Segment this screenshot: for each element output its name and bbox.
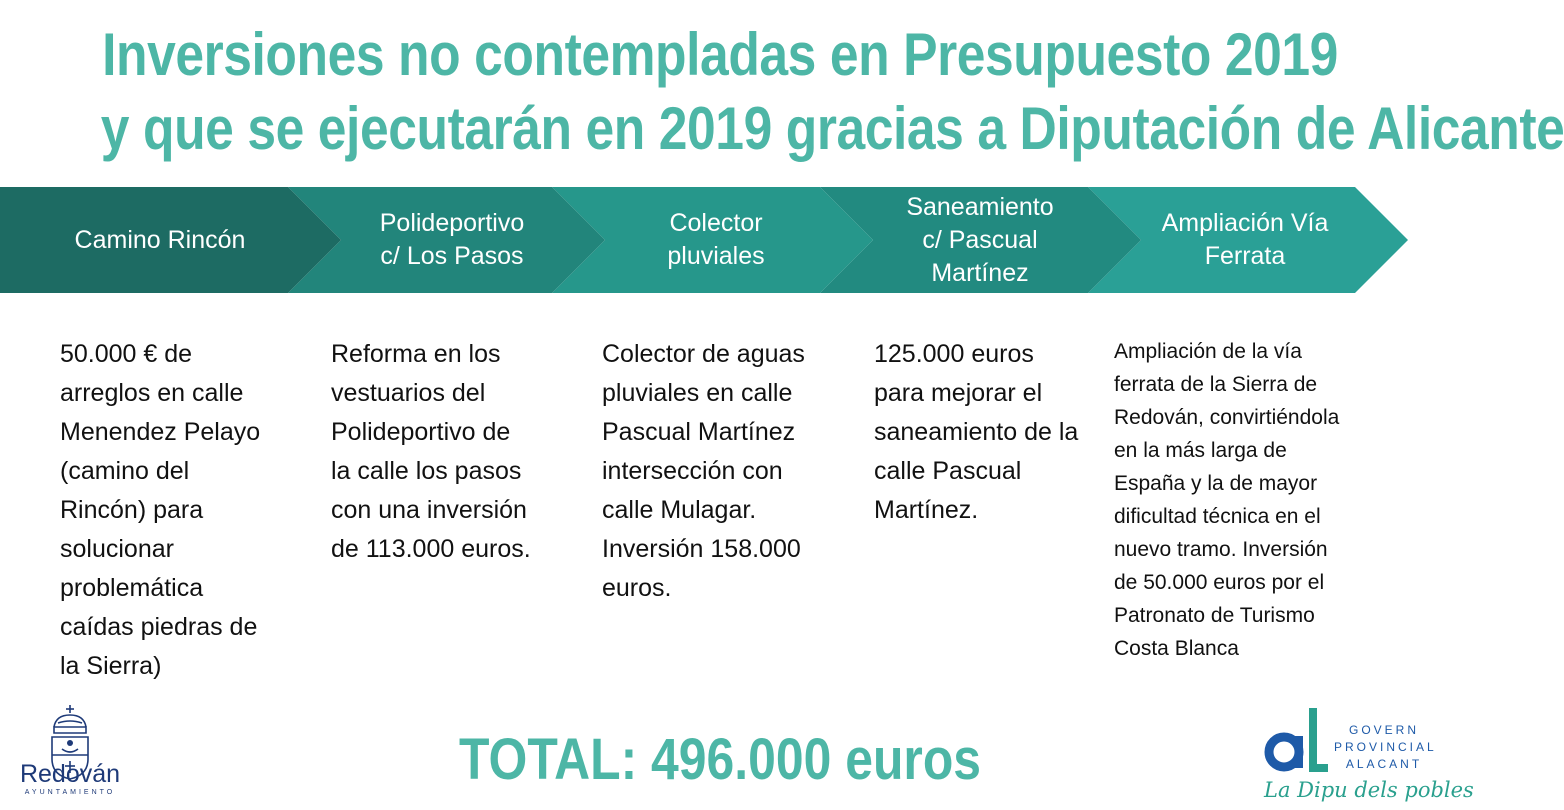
title-line-2: y que se ejecutarán en 2019 gracias a Diputación de Alicante (100, 95, 1564, 162)
total-amount: TOTAL: 496.000 euros (458, 727, 982, 792)
description-saneamiento: 125.000 euros para mejorar el saneamiento de la calle Pascual Martínez. (874, 340, 1079, 524)
page-title (100, 18, 1564, 166)
diputacion-slogan: La Dipu dels pobles (1264, 778, 1474, 802)
chevron-label-via-ferrata: Ampliación Vía Ferrata (1161, 209, 1329, 270)
chevron-label-camino-rincon: Camino Rincón (74, 225, 246, 254)
chevron-label-saneamiento: Saneamiento c/ Pascual Martínez (906, 192, 1054, 287)
description-polideportivo: Reforma en los vestuarios del Polideportivo de la calle los pasos con una inversión de 113.000 euros. (331, 340, 531, 563)
chevron-label-colector: Colector pluviales (667, 209, 765, 270)
description-colector: Colector de aguas pluviales en calle Pascual Martínez intersección con calle Mulagar. Inversión 158.000 euros. (602, 340, 805, 602)
title-line-1: Inversiones no contempladas en Presupuesto 2019 (102, 21, 1338, 88)
chevron-label-polideportivo: Polideportivo c/ Los Pasos (379, 209, 525, 270)
diputacion-logo-text: GOVERN PROVINCIAL ALACANT (1334, 723, 1437, 771)
diputacion-al-logo-icon (1264, 706, 1328, 774)
redovan-logo-subtitle: AYUNTAMIENTO (24, 789, 116, 796)
description-via-ferrata: Ampliación de la vía ferrata de la Sierra de Redován, convirtiéndola en la más larga de España y la de mayor dificultad técnica en el nuevo tramo. Inversión de 50.000 euros por el Patronato de Turismo Costa Blanca (1114, 340, 1340, 660)
description-camino-rincon: 50.000 € de arreglos en calle Menendez Pelayo (camino del Rincón) para solucionar problemática caídas piedras de la Sierra) (60, 340, 261, 680)
redovan-logo-name: Redován (19, 760, 121, 788)
